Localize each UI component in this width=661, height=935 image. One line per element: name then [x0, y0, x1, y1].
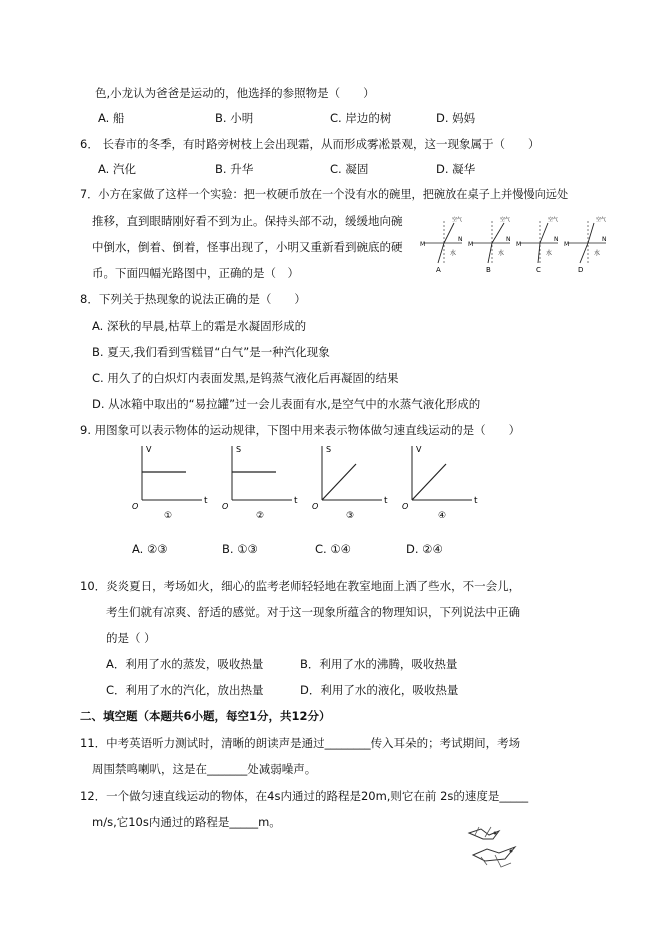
q9-graph-3	[312, 445, 388, 521]
q8-option-c: C. 用久了的白炽灯内表面发黑,是钨蒸气液化后再凝固的结果	[92, 371, 399, 385]
q9-graph-4-origin: O	[402, 502, 409, 511]
q7-b-air-label: 空气	[500, 217, 511, 223]
q7-a-m-label: M	[420, 241, 426, 248]
q9-option-d: D. ②④	[406, 542, 443, 556]
q7-diagram-d	[564, 216, 607, 274]
q9-option-a: A. ②③	[132, 542, 168, 556]
q7-stem-line4: 币。下面四幅光路图中，正确的是（ ）	[92, 266, 299, 280]
q7-diagram-b	[468, 216, 511, 274]
q6-option-a: A. 汽化	[98, 162, 136, 176]
q9-graph-4-y-label: V	[416, 445, 422, 454]
q9-motion-graphs	[120, 440, 480, 522]
q10-stem-line2: 考生们就有凉爽、舒适的感觉。对于这一现象所蕴含的物理知识，下列说法中正确	[106, 605, 520, 619]
q7-diagram-a	[420, 216, 463, 274]
q6-stem: 6． 长春市的冬季，有时路旁树枝上会出现霜，从而形成雾凇景观，这一现象属于（ ）	[80, 137, 540, 151]
q7-d-water-label: 水	[594, 250, 601, 257]
q7-c-air-label: 空气	[548, 217, 559, 223]
q9-graph-4-x-label: t	[474, 496, 478, 506]
q7-b-n-label: N	[506, 236, 511, 243]
q9-option-b: B. ①③	[222, 542, 258, 556]
q7-stem-line1: 7．小方在家做了这样一个实验：把一枚硬币放在一个没有水的碗里，把碗放在桌子上并慢慢向远处	[80, 188, 569, 201]
q9-graph-2-y-label: S	[236, 445, 242, 454]
q6-option-b: B. 升华	[215, 162, 254, 176]
q7-diagram-c	[516, 216, 559, 274]
q7-d-n-label: N	[602, 236, 607, 243]
q9-option-c: C. ①④	[315, 542, 351, 556]
q10-option-d: D．利用了水的液化，吸收热量	[300, 683, 459, 697]
q10-stem-line3: 的是（ ）	[106, 631, 156, 645]
q9-graph-1-x-label: t	[204, 496, 208, 506]
q9-graph-1-origin: O	[132, 502, 139, 511]
q9-graph-2	[222, 445, 298, 521]
q7-stem-line3: 中倒水，倒着、倒着，怪事出现了，小明又重新看到碗底的硬	[92, 240, 403, 254]
q7-light-path-diagrams	[418, 215, 608, 275]
section-2-title: 二、填空题（本题共6小题，每空1分，共12分）	[80, 709, 331, 723]
q10-option-c: C．利用了水的汽化，放出热量	[106, 683, 264, 697]
q8-option-d: D. 从冰箱中取出的“易拉罐”过一会儿表面有水,是空气中的水蒸气液化形成的	[92, 397, 481, 411]
q5-continuation: 色,小龙认为爸爸是运动的，他选择的参照物是（ ）	[95, 86, 375, 100]
q9-graph-1-label: ①	[164, 511, 173, 521]
q5-option-b: B. 小明	[215, 111, 254, 125]
q10-option-a: A．利用了水的蒸发，吸收热量	[106, 657, 264, 671]
q8-option-b: B. 夏天,我们看到雪糕冒“白气”是一种汽化现象	[92, 345, 330, 359]
q7-a-water-label: 水	[450, 250, 457, 257]
q9-graph-2-x-label: t	[294, 496, 298, 506]
q7-c-water-label: 水	[546, 250, 553, 257]
q7-a-n-label: N	[458, 236, 463, 243]
q7-b-m-label: M	[468, 241, 474, 248]
q9-graph-3-label: ③	[346, 511, 355, 521]
q9-stem: 9. 用图象可以表示物体的运动规律，下图中用来表示物体做匀速直线运动的是（ ）	[80, 423, 521, 437]
q9-graph-1-y-label: V	[146, 445, 152, 454]
q12-stem-line2: m/s,它10s内通过的路程是_____m。	[92, 815, 281, 829]
q6-option-d: D. 凝华	[436, 162, 476, 176]
q5-option-c: C. 岸边的树	[330, 111, 392, 125]
q7-c-label: C	[536, 266, 541, 274]
q7-a-air-label: 空气	[452, 217, 463, 223]
q10-stem-line1: 10．炎炎夏日，考场如火，细心的监考老师轻轻地在教室地面上洒了些水，不一会儿，	[80, 579, 521, 593]
q9-graph-4-label: ④	[438, 511, 447, 521]
q5-option-d: D. 妈妈	[436, 111, 476, 125]
q7-stem-line2: 推移，直到眼睛刚好看不到为止。保持头部不动，缓缓地向碗	[92, 214, 403, 228]
q6-option-c: C. 凝固	[330, 162, 369, 176]
q9-graph-2-label: ②	[256, 511, 265, 521]
q7-d-m-label: M	[564, 241, 570, 248]
birds-illustration	[465, 825, 525, 870]
q7-a-label: A	[436, 266, 441, 274]
q5-option-a: A. 船	[98, 111, 125, 125]
q9-graph-1	[132, 445, 208, 521]
q7-d-air-label: 空气	[596, 217, 607, 223]
q7-b-water-label: 水	[498, 250, 505, 257]
q11-stem-line1: 11．中考英语听力测试时，清晰的朗读声是通过________传入耳朵的；考试期间，考场	[80, 736, 521, 750]
q9-graph-3-y-label: S	[326, 445, 332, 454]
q9-graph-3-origin: O	[312, 502, 319, 511]
q9-graph-4	[402, 445, 478, 521]
q12-stem-line1: 12．一个做匀速直线运动的物体，在4s内通过的路程是20m,则它在前 2s的速度是_____	[80, 789, 529, 803]
q9-graph-2-origin: O	[222, 502, 229, 511]
q8-stem: 8．下列关于热现象的说法正确的是（ ）	[80, 292, 306, 306]
q7-c-m-label: M	[516, 241, 522, 248]
q8-option-a: A. 深秋的早晨,枯草上的霜是水凝固形成的	[92, 319, 307, 333]
q10-option-b: B．利用了水的沸腾，吸收热量	[300, 657, 458, 671]
q9-graph-3-x-label: t	[384, 496, 388, 506]
q7-d-label: D	[578, 266, 584, 274]
q11-stem-line2: 周围禁鸣喇叭，这是在_______处减弱噪声。	[92, 762, 317, 776]
q7-b-label: B	[486, 266, 491, 274]
q7-c-n-label: N	[554, 236, 559, 243]
